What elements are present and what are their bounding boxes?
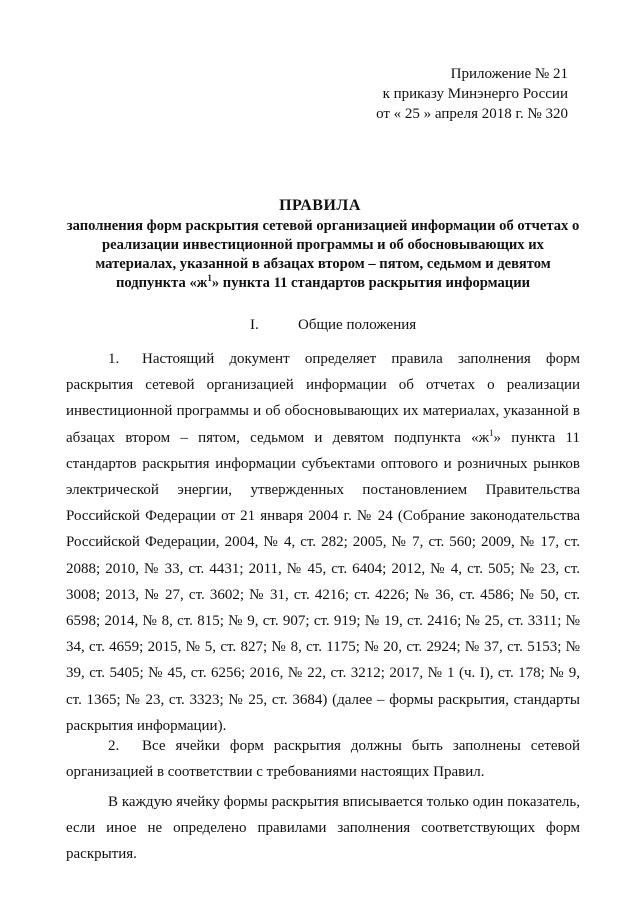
subtitle-part1: заполнения форм раскрытия сетевой организацией информации об отчетах о реализации инвестиционной программы и об обосновывающих их материалах, указанной в абзацах втором – пятом, седьмом и девятом подпункта «ж (66, 218, 580, 291)
section-heading (250, 315, 416, 335)
paragraph-2-number: 2. (108, 738, 120, 754)
subtitle-sup: 1 (207, 273, 212, 284)
paragraph-3 (66, 789, 580, 868)
paragraph-1 (66, 346, 580, 739)
appendix-order-date: от « 25 » апреля 2018 г. № 320 (376, 106, 568, 122)
paragraph-1-part2: » пункта 11 стандартов раскрытия информации субъектами оптового и розничных рынков электрической энергии, утвержденных постановлением Правительства Российской Федерации от 21 января 2004 г. № 24 (Собрание законодательства Российской Федерации, 2004, № 4, ст. 282; 2005, № 7, ст. 560; 2009, № 17, ст. 2088; 2010, № 33, ст. 4431; 2011, № 45, ст. 6404; 2012, № 4, ст. 505; № 23, ст. 3008; 2013, № 27, ст. 3602; № 31, ст. 4216; ст. 4226; № 36, ст. 4586; № 50, ст. 6598; 2014, № 8, ст. 815; № 9, ст. 907; ст. 919; № 19, ст. 2416; № 25, ст. 3311; № 34, ст. 4659; 2015, № 5, ст. 827; № 8, ст. 1175; № 20, ст. 2924; № 37, ст. 5153; № 39, ст. 5405; № 45, ст. 6256; 2016, № 22, ст. 3212; 2017, № 1 (ч. I), ст. 178; № 9, ст. 1365; № 23, ст. 3323; № 25, ст. 3684) (далее – формы раскрытия, стандарты раскрытия информации). (66, 429, 581, 734)
paragraph-1-sup: 1 (488, 427, 494, 438)
paragraph-1-part1: Настоящий документ определяет правила заполнения форм раскрытия сетевой организацией информации об отчетах о реализации инвестиционной программы и об обосновывающих их материалах, указанной в абзацах втором – пятом, седьмом и девятом подпункта «ж (66, 351, 580, 446)
section-title: Общие положения (298, 317, 417, 333)
appendix-header (376, 64, 568, 124)
section-number: I. (250, 317, 259, 333)
paragraph-2-text: Все ячейки форм раскрытия должны быть заполнены сетевой организацией в соответствии с требованиями настоящих Правил. (66, 738, 580, 781)
appendix-order-ref: к приказу Минэнерго России (382, 86, 568, 102)
paragraph-2 (66, 733, 580, 785)
paragraph-1-number: 1. (108, 351, 120, 367)
document-subtitle (66, 217, 580, 293)
subtitle-part2: » пункта 11 стандартов раскрытия информации (211, 275, 531, 291)
document-title: ПРАВИЛА (279, 197, 361, 214)
appendix-number: Приложение № 21 (450, 66, 568, 82)
paragraph-3-text: В каждую ячейку формы раскрытия вписывается только один показатель, если иное не определено правилами заполнения соответствующих форм раскрытия. (66, 794, 580, 863)
